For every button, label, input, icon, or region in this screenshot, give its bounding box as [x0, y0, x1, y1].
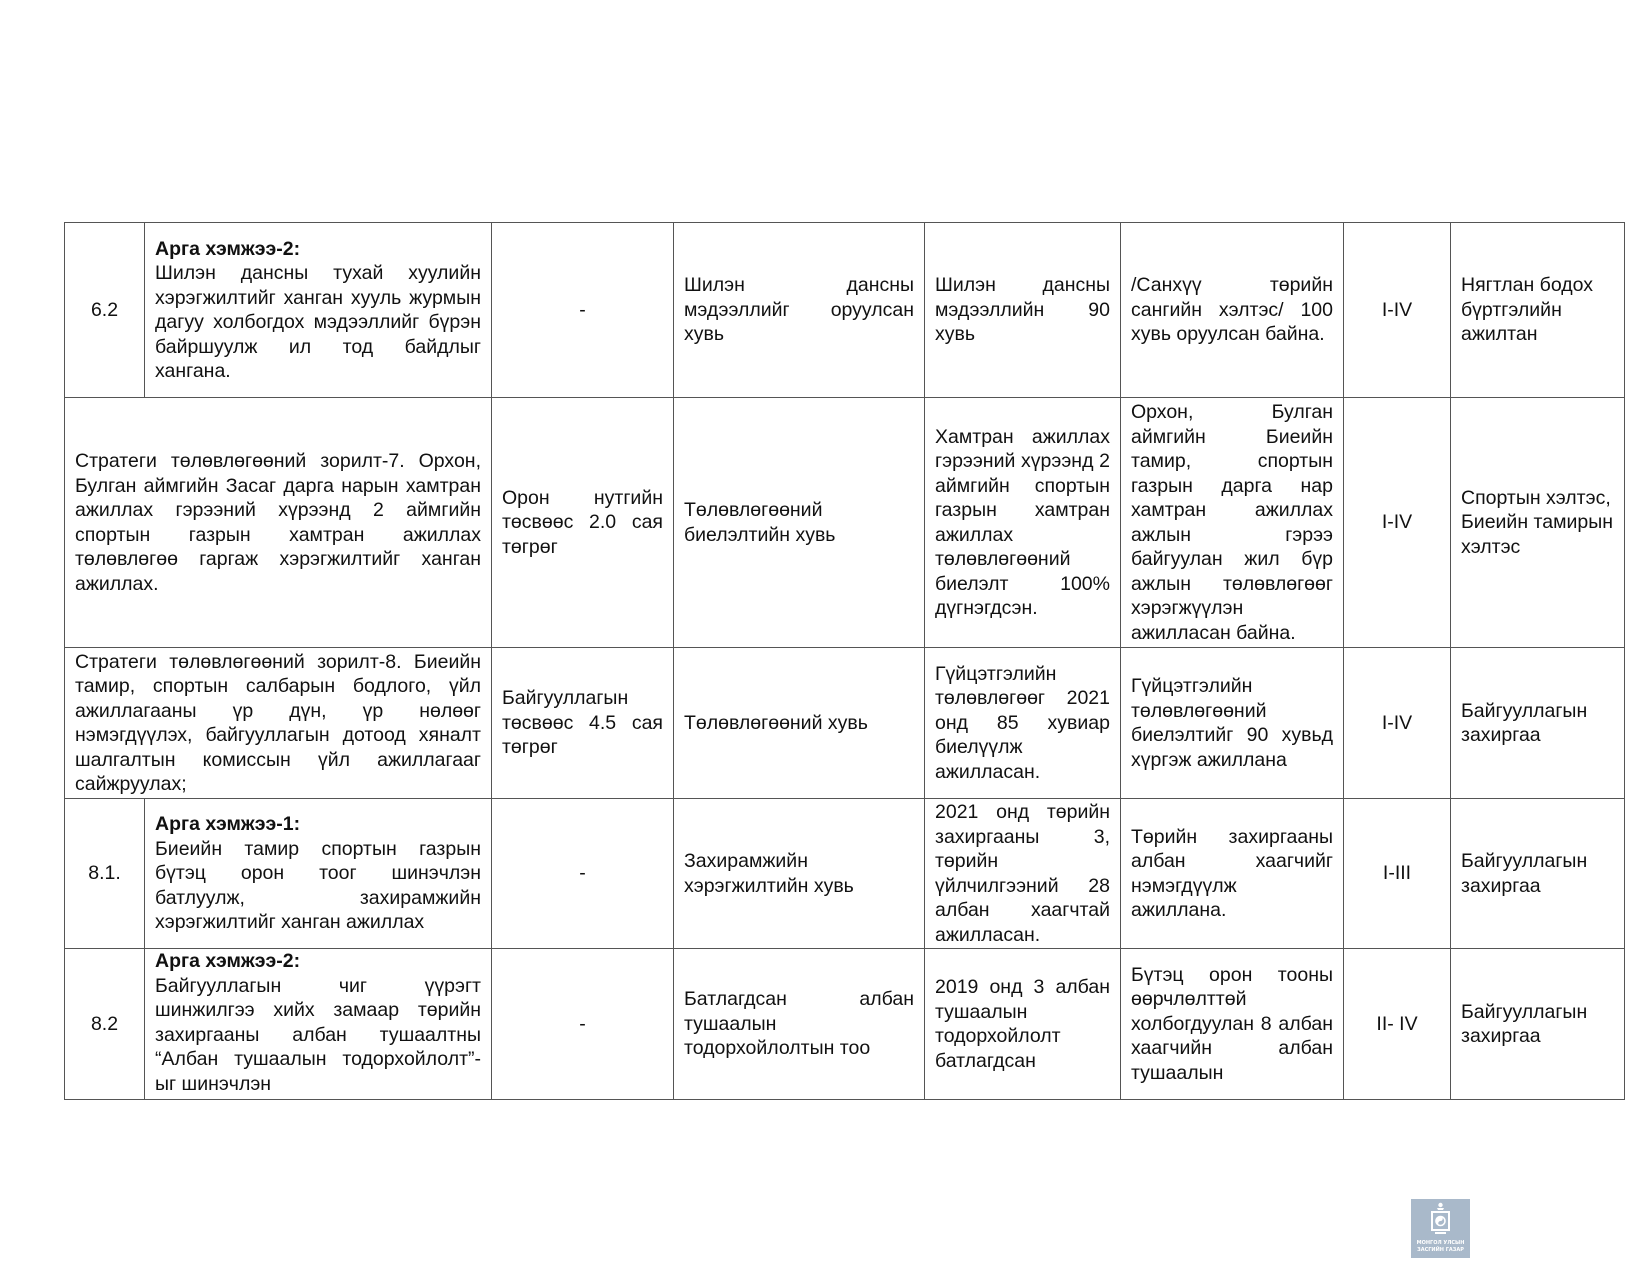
- indicator-cell: Төлөвлөгөөний биелэлтийн хувь: [674, 398, 925, 648]
- logo-text-line1: МОНГОЛ УЛСЫН: [1416, 1240, 1465, 1246]
- activity-cell: [145, 949, 492, 1100]
- government-logo: [1411, 1199, 1470, 1258]
- activity-text: Биеийн тамир спортын газрын бүтэц орон тоог шинэчлэн батлуулж, захирамжийн хэрэгжилтийг ханган ажиллах: [155, 837, 481, 934]
- activity-cell: [145, 223, 492, 398]
- activity-header: Арга хэмжээ-1:: [155, 813, 301, 836]
- budget-cell: Байгууллагын төсвөөс 4.5 сая төгрөг: [492, 648, 674, 799]
- target-cell: Бүтэц орон тооны өөрчлөлттөй холбогдуулан 8 албан хаагчийн албан тушаалын: [1121, 949, 1344, 1100]
- table-row-goal-7: [65, 398, 1625, 648]
- goal-cell: Стратеги төлөвлөгөөний зорилт-7. Орхон, Булган аймгийн Засаг дарга нарын хамтран ажиллах гэрээний хүрээнд 2 аймгийн спортын газрын хамтран ажиллах төлөвлөгөө гаргаж хэрэгжилтийг ханган ажиллах.: [65, 398, 492, 648]
- baseline-cell: Гүйцэтгэлийн төлөвлөгөөг 2021 онд 85 хувиар биелүүлж ажилласан.: [925, 648, 1121, 799]
- indicator-cell: Захирамжийн хэрэгжилтийн хувь: [674, 799, 925, 949]
- period-cell: I-IV: [1344, 398, 1451, 648]
- activity-text: Байгууллагын чиг үүрэгт шинжилгээ хийх замаар төрийн захиргааны албан тушаалтны “Албан тушаалын тодорхойлолт”-ыг шинэчлэн: [155, 974, 481, 1095]
- row-number: 6.2: [65, 223, 145, 398]
- target-cell: /Санхүү төрийн сангийн хэлтэс/ 100 хувь оруулсан байна.: [1121, 223, 1344, 398]
- period-cell: I-IV: [1344, 648, 1451, 799]
- indicator-cell: Шилэн дансны мэдээллийг оруулсан хувь: [674, 223, 925, 398]
- target-cell: Төрийн захиргааны албан хаагчийг нэмэгдүүлж ажиллана.: [1121, 799, 1344, 949]
- budget-cell: -: [492, 799, 674, 949]
- table-row-8-2: [65, 949, 1625, 1100]
- indicator-cell: Батлагдсан албан тушаалын тодорхойлолтын тоо: [674, 949, 925, 1100]
- budget-cell: -: [492, 223, 674, 398]
- activity-cell: [145, 799, 492, 949]
- action-plan-table: [64, 222, 1625, 1100]
- baseline-cell: Хамтран ажиллах гэрээний хүрээнд 2 аймгийн спортын газрын хамтран ажиллах төлөвлөгөөний биелэлт 100% дүгнэгдсэн.: [925, 398, 1121, 648]
- logo-text-line2: ЗАСГИЙН ГАЗАР: [1417, 1247, 1464, 1253]
- budget-cell: Орон нутгийн төсвөөс 2.0 сая төгрөг: [492, 398, 674, 648]
- period-cell: I-III: [1344, 799, 1451, 949]
- activity-header: Арга хэмжээ-2:: [155, 950, 301, 972]
- responsible-cell: Байгууллагын захиргаа: [1451, 949, 1625, 1100]
- row-number: 8.2: [65, 949, 145, 1100]
- target-cell: Орхон, Булган аймгийн Биеийн тамир, спортын газрын дарга нар хамтран ажиллах ажлын гэрээ байгуулан жил бүр ажлын төлөвлөгөөг хэрэгжүүлэн ажилласан байна.: [1121, 398, 1344, 648]
- mongolian-soyombo-emblem-icon: [1411, 1199, 1470, 1239]
- responsible-cell: Спортын хэлтэс, Биеийн тамирын хэлтэс: [1451, 398, 1625, 648]
- responsible-cell: Байгууллагын захиргаа: [1451, 648, 1625, 799]
- table-row-6-2: [65, 223, 1625, 398]
- budget-cell: -: [492, 949, 674, 1100]
- baseline-cell: 2019 онд 3 албан тушаалын тодорхойлолт батлагдсан: [925, 949, 1121, 1100]
- responsible-cell: Нягтлан бодох бүртгэлийн ажилтан: [1451, 223, 1625, 398]
- responsible-cell: Байгууллагын захиргаа: [1451, 799, 1625, 949]
- baseline-cell: 2021 онд төрийн захиргааны 3, төрийн үйлчилгээний 28 албан хаагчтай ажилласан.: [925, 799, 1121, 949]
- activity-header: Арга хэмжээ-2:: [155, 237, 301, 260]
- row-number: 8.1.: [65, 799, 145, 949]
- target-cell: Гүйцэтгэлийн төлөвлөгөөний биелэлтийг 90 хувьд хүргэж ажиллана: [1121, 648, 1344, 799]
- baseline-cell: Шилэн дансны мэдээллийн 90 хувь: [925, 223, 1121, 398]
- goal-cell: Стратеги төлөвлөгөөний зорилт-8. Биеийн тамир, спортын салбарын бодлого, үйл ажиллагааны үр дүн, үр нөлөөг нэмэгдүүлэх, байгууллагын дотоод хяналт шалгалтын комиссын үйл ажиллагааг сайжруулах;: [65, 648, 492, 799]
- period-cell: II- IV: [1344, 949, 1451, 1100]
- activity-text: Шилэн дансны тухай хуулийн хэрэгжилтийг ханган хууль журмын дагуу холбогдох мэдээллийг бүрэн байршуулж ил тод байдлыг хангана.: [155, 262, 481, 382]
- table-row-8-1: [65, 799, 1625, 949]
- table-row-goal-8: [65, 648, 1625, 799]
- indicator-cell: Төлөвлөгөөний хувь: [674, 648, 925, 799]
- period-cell: I-IV: [1344, 223, 1451, 398]
